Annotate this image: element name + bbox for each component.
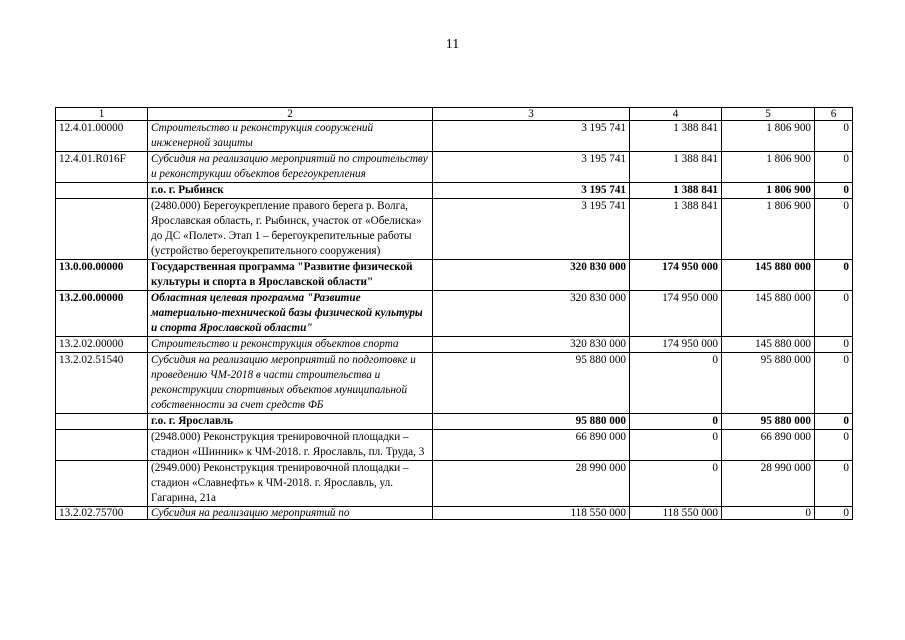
year1-cell: 118 550 000: [630, 507, 722, 520]
column-header: 5: [722, 108, 815, 121]
year2-cell: 1 806 900: [722, 152, 815, 183]
table-row: [56, 260, 853, 291]
total-cell: 320 830 000: [433, 260, 630, 291]
col6-cell: 0: [815, 199, 853, 260]
year2-cell: 28 990 000: [722, 461, 815, 507]
col6-cell: 0: [815, 183, 853, 199]
table-row: [56, 199, 853, 260]
name-cell: Субсидия на реализацию мероприятий по: [148, 507, 433, 520]
total-cell: 320 830 000: [433, 337, 630, 353]
column-header: 4: [630, 108, 722, 121]
year1-cell: 0: [630, 353, 722, 414]
year1-cell: 174 950 000: [630, 337, 722, 353]
column-header: 6: [815, 108, 853, 121]
budget-table: [55, 107, 853, 520]
table-row: [56, 183, 853, 199]
year1-cell: 0: [630, 414, 722, 430]
table-row: [56, 461, 853, 507]
total-cell: 95 880 000: [433, 353, 630, 414]
total-cell: 3 195 741: [433, 183, 630, 199]
col6-cell: 0: [815, 461, 853, 507]
total-cell: 320 830 000: [433, 291, 630, 337]
table-row: [56, 353, 853, 414]
col6-cell: 0: [815, 353, 853, 414]
table-row: [56, 152, 853, 183]
name-cell: Субсидия на реализацию мероприятий по строительству и реконструкции объектов берегоукрепления: [148, 152, 433, 183]
name-cell: Областная целевая программа "Развитие материально-технической базы физической культуры и спорта Ярославской области": [148, 291, 433, 337]
year1-cell: 1 388 841: [630, 121, 722, 152]
total-cell: 3 195 741: [433, 199, 630, 260]
table-row: [56, 414, 853, 430]
year2-cell: 145 880 000: [722, 337, 815, 353]
page-number: 11: [445, 37, 460, 52]
name-cell: (2948.000) Реконструкция тренировочной площадки – стадион «Шинник» к ЧМ-2018. г. Ярославль, пл. Труда, 3: [148, 430, 433, 461]
table-row: [56, 291, 853, 337]
code-cell: [56, 199, 148, 260]
year2-cell: 145 880 000: [722, 260, 815, 291]
col6-cell: 0: [815, 121, 853, 152]
code-cell: 13.2.02.75700: [56, 507, 148, 520]
col6-cell: 0: [815, 507, 853, 520]
col6-cell: 0: [815, 260, 853, 291]
column-header: 3: [433, 108, 630, 121]
code-cell: 12.4.01.00000: [56, 121, 148, 152]
code-cell: 12.4.01.R016F: [56, 152, 148, 183]
year1-cell: 174 950 000: [630, 260, 722, 291]
code-cell: [56, 414, 148, 430]
code-cell: 13.0.00.00000: [56, 260, 148, 291]
year2-cell: 1 806 900: [722, 183, 815, 199]
year1-cell: 174 950 000: [630, 291, 722, 337]
code-cell: [56, 461, 148, 507]
col6-cell: 0: [815, 430, 853, 461]
table-row: [56, 430, 853, 461]
code-cell: 13.2.02.00000: [56, 337, 148, 353]
year2-cell: 0: [722, 507, 815, 520]
total-cell: 66 890 000: [433, 430, 630, 461]
col6-cell: 0: [815, 291, 853, 337]
name-cell: (2480.000) Берегоукрепление правого берега р. Волга, Ярославская область, г. Рыбинск, участок от «Обелиска» до ДС «Полет». Этап 1 – берегоукрепительные работы (устройство берегоукрепительного сооружения): [148, 199, 433, 260]
col6-cell: 0: [815, 414, 853, 430]
code-cell: [56, 183, 148, 199]
name-cell: Строительство и реконструкция сооружений инженерной защиты: [148, 121, 433, 152]
year2-cell: 95 880 000: [722, 414, 815, 430]
total-cell: 118 550 000: [433, 507, 630, 520]
table-header-row: [56, 108, 853, 121]
year2-cell: 66 890 000: [722, 430, 815, 461]
col6-cell: 0: [815, 337, 853, 353]
year2-cell: 1 806 900: [722, 199, 815, 260]
total-cell: 3 195 741: [433, 152, 630, 183]
col6-cell: 0: [815, 152, 853, 183]
code-cell: 13.2.02.51540: [56, 353, 148, 414]
total-cell: 3 195 741: [433, 121, 630, 152]
year2-cell: 95 880 000: [722, 353, 815, 414]
year2-cell: 145 880 000: [722, 291, 815, 337]
name-cell: г.о. г. Рыбинск: [148, 183, 433, 199]
name-cell: Строительство и реконструкция объектов спорта: [148, 337, 433, 353]
code-cell: 13.2.00.00000: [56, 291, 148, 337]
year2-cell: 1 806 900: [722, 121, 815, 152]
column-header: 1: [56, 108, 148, 121]
column-header: 2: [148, 108, 433, 121]
table-row: [56, 337, 853, 353]
year1-cell: 1 388 841: [630, 152, 722, 183]
name-cell: г.о. г. Ярославль: [148, 414, 433, 430]
code-cell: [56, 430, 148, 461]
total-cell: 28 990 000: [433, 461, 630, 507]
table-row: [56, 121, 853, 152]
name-cell: Субсидия на реализацию мероприятий по подготовке и проведению ЧМ-2018 в части строительства и реконструкции спортивных объектов муниципальной собственности за счет средств ФБ: [148, 353, 433, 414]
year1-cell: 1 388 841: [630, 183, 722, 199]
year1-cell: 0: [630, 430, 722, 461]
name-cell: Государственная программа "Развитие физической культуры и спорта в Ярославской области": [148, 260, 433, 291]
table-row: [56, 507, 853, 520]
year1-cell: 1 388 841: [630, 199, 722, 260]
year1-cell: 0: [630, 461, 722, 507]
total-cell: 95 880 000: [433, 414, 630, 430]
name-cell: (2949.000) Реконструкция тренировочной площадки – стадион «Славнефть» к ЧМ-2018. г. Ярославль, ул. Гагарина, 21а: [148, 461, 433, 507]
